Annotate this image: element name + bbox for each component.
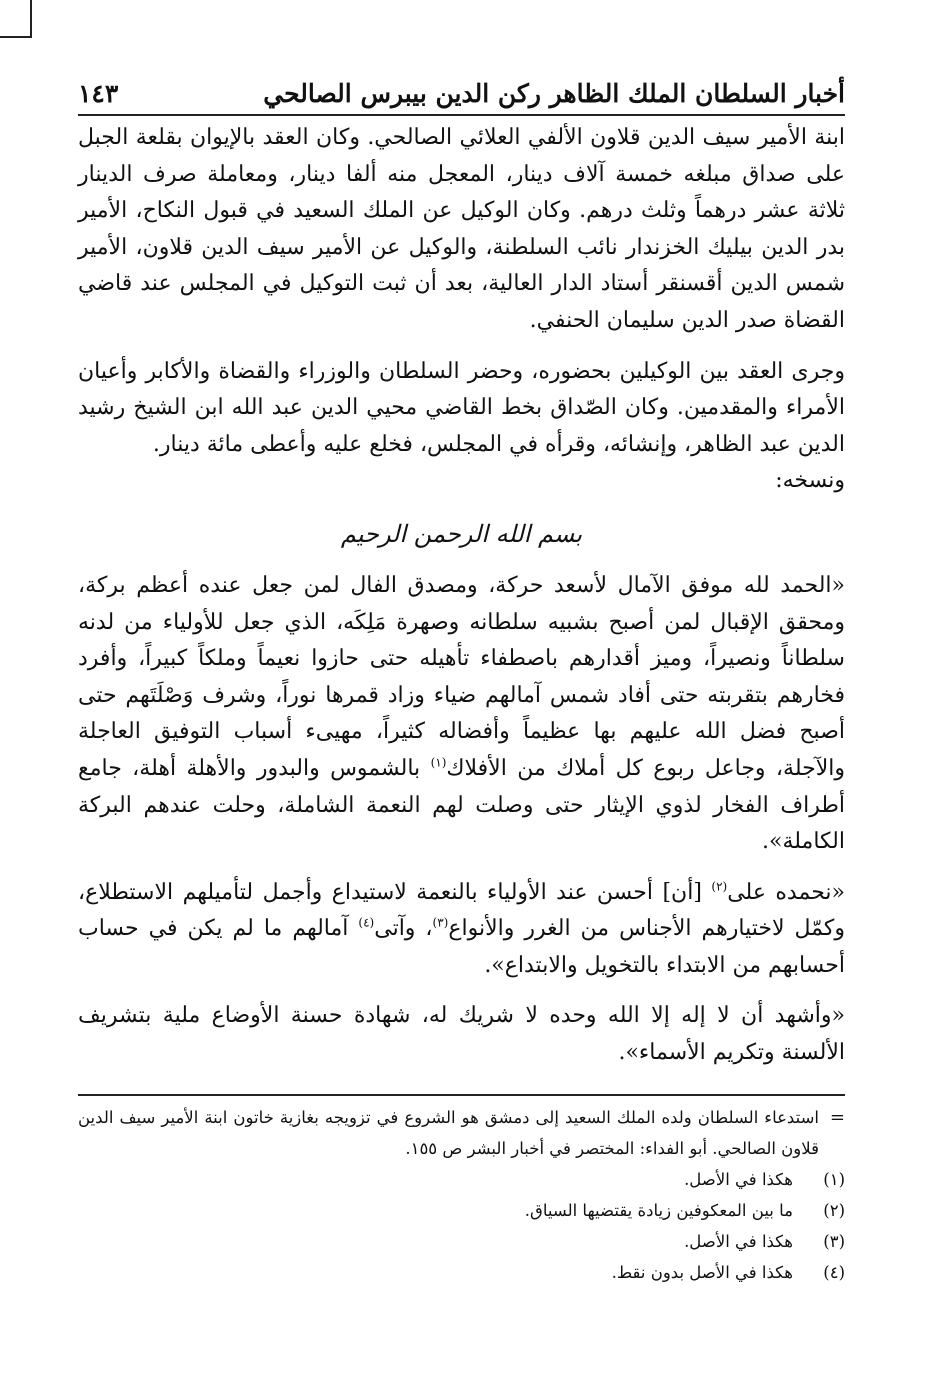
footnote-text: هكذا في الأصل. xyxy=(684,1231,793,1251)
basmala-calligraphy: بسم الله الرحمن الرحيم xyxy=(340,519,583,548)
footnote-item xyxy=(78,1164,845,1195)
running-title: أخبار السلطان الملك الظاهر ركن الدين بيبرس الصالحي xyxy=(263,79,845,108)
scan-corner-mark xyxy=(0,0,32,38)
footnote-number: (١) xyxy=(823,1169,845,1189)
paragraph-3 xyxy=(78,568,845,861)
footnote-ref-4: (٤) xyxy=(358,915,375,930)
footnote-number: (٤) xyxy=(823,1262,845,1282)
paragraph-4 xyxy=(78,875,845,985)
footnote-number: (٢) xyxy=(823,1200,845,1220)
footnote-text: هكذا في الأصل بدون نقط. xyxy=(611,1262,793,1282)
footnote-item xyxy=(78,1257,845,1288)
footnote-ref-3: (٣) xyxy=(432,915,449,930)
paragraph-2: وجرى العقد بين الوكيلين بحضوره، وحضر السلطان والوزراء والقضاة والأكابر وأعيان الأمراء والمقدمين. وكان الصّداق بخط القاضي محيي الدين عبد الله ابن الشيخ رشيد الدين عبد الظاهر، وإنشائه، وقرأه في المجلس، فخلع عليه وأعطى مائة دينار. xyxy=(78,358,845,457)
running-header xyxy=(78,66,845,116)
page-number: ١٤٣ xyxy=(78,79,119,108)
paragraph-3-text-a: «الحمد لله موفق الآمال لأسعد حركة، ومصدق الفال لمن جعل عنده أعظم بركة، ومحقق الإقبال لمن أصبح بشبيه سلطانه وصهرة مَلِكَه، الذي جعل للأولياء من لدنه سلطاناً ونصيراً، وميز أقدارهم باصطفاء تأهيله حتى حازوا نعيماً وملكاً كبيراً، وأفرد فخارهم بتقربته حتى أفاد شمس آمالهم ضياء وزاد قمرها نوراً، وشرف وَصْلَتَهم حتى أصبح فضل الله عليهم بها عظيماً وأفضاله كثيراً، مهيىء أسباب التوفيق العاجلة والآجلة، وجاعل ربوع كل أملاك من الأفلاك xyxy=(78,572,845,781)
footnotes xyxy=(78,1096,845,1288)
paragraph-4-text-a: «نحمده على xyxy=(727,879,845,905)
continuation-mark: = xyxy=(829,1106,845,1128)
footnote-continuation-text: استدعاء السلطان ولده الملك السعيد إلى دمشق هو الشروع في تزويجه بغازية خاتون ابنة الأمير سيف الدين قلاون الصالحي. أبو الفداء: المختصر في أخبار البشر ص ١٥٥. xyxy=(78,1107,819,1158)
paragraph-5: «وأشهد أن لا إله إلا الله وحده لا شريك له، شهادة حسنة الأوضاع ملية بتشريف الألسنة وتكريم الأسماء». xyxy=(78,1003,845,1066)
footnote-item xyxy=(78,1195,845,1226)
paragraph-4-text-c: ، وآتى xyxy=(374,916,433,942)
paragraph-1: ابنة الأمير سيف الدين قلاون الألفي العلائي الصالحي. وكان العقد بالإيوان بقلعة الجبل على صداق مبلغه خمسة آلاف دينار، المعجل منه ألفا دينار، ومعاملة صرف الدينار ثلاثة عشر درهماً وثلث درهم. وكان الوكيل عن الملك السعيد في قبول النكاح، الأمير بدر الدين بيليك الخزندار نائب السلطنة، والوكيل عن الأمير سيف الدين قلاون، الأمير شمس الدين أقسنقر أستاد الدار العالية، بعد أن ثبت التوكيل في المجلس عند قاضي القضاة صدر الدين سليمان الحنفي. xyxy=(78,125,845,333)
footnote-continuation xyxy=(78,1102,845,1164)
main-text xyxy=(78,116,845,1072)
paragraph-2-end: ونسخه: xyxy=(775,468,845,494)
book-page xyxy=(78,66,845,1288)
footnote-text: هكذا في الأصل. xyxy=(684,1169,793,1189)
footnote-ref-1: (١) xyxy=(430,755,447,770)
paragraph-4-text-b: [أن] أحسن عند الأولياء بالنعمة لاستيداع وأجمل لتأميلهم الاستطلاع، وكمّل لاختيارهم الأجناس من الغرر والأنواع xyxy=(78,879,845,942)
footnote-item xyxy=(78,1226,845,1257)
paragraph-3-text-b: بالشموس والبدور والأهلة أهلة، جامع أطراف الفخار لذوي الإيثار حتى وصلت لهم النعمة الشاملة، وحلت عندهم البركة الكاملة». xyxy=(78,755,845,855)
paragraph-4-text-d: آمالهم ما لم يكن في حساب أحسابهم من الابتداء بالتخويل والابتداع». xyxy=(78,916,845,978)
footnote-ref-2: (٢) xyxy=(711,879,728,894)
footnote-text: ما بين المعكوفين زيادة يقتضيها السياق. xyxy=(524,1200,793,1220)
footnote-number: (٣) xyxy=(823,1231,845,1251)
